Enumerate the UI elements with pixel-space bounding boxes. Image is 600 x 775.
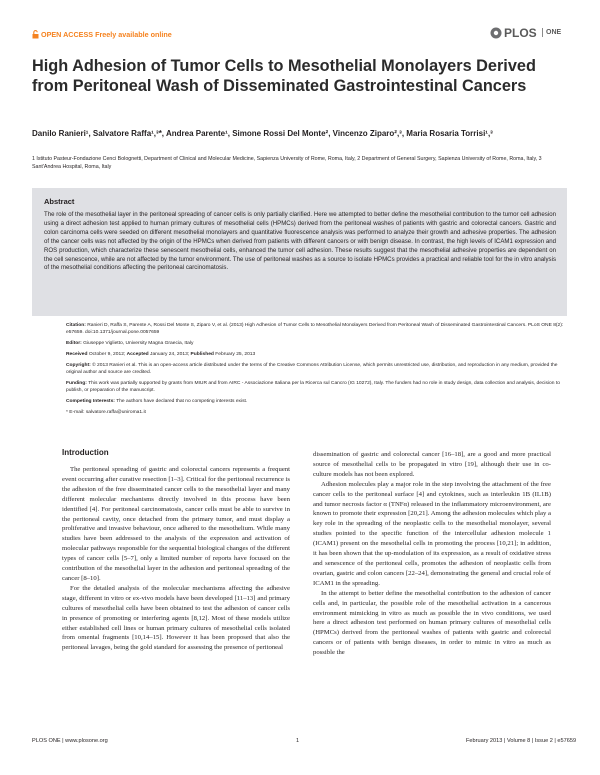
- citation-text: Ranieri D, Raffa S, Parente A, Rossi Del Monte S, Ziparo V, et al. (2013) High Adhesion of Tumor Cells to Mesothelial Monolayers Derived from Peritoneal Wash of Disseminated Gastrointestinal Cancers. PLoS ONE 8(2): e57659. doi:10.1371/journal.pone.0057659: [66, 323, 564, 335]
- abstract-heading: Abstract: [44, 197, 75, 206]
- competing-label: Competing Interests:: [66, 399, 115, 404]
- open-text: OPEN: [41, 30, 62, 39]
- page-number: 1: [296, 738, 300, 744]
- journal-brand-sub: ONE: [542, 28, 561, 37]
- footer-issue: February 2013 | Volume 8 | Issue 2 | e57659: [466, 738, 577, 744]
- article-title: High Adhesion of Tumor Cells to Mesothelial Monolayers Derived from Peritoneal Wash of Disseminated Gastrointestinal Cancers: [32, 57, 536, 95]
- editor-text: Giuseppe Viglietto, University Magna Graecia, Italy: [83, 341, 194, 346]
- citation-label: Citation:: [66, 323, 86, 328]
- dates: [66, 351, 568, 358]
- citation: [66, 322, 568, 336]
- funding-text: This work was partially supported by grants from MIUR and from AIRC - Associazione Italiana per la Ricerca sul Cancro (IG 10272), Italy. The funders had no role in study design, data collection and analysis, decision to publish, or preparation of the manuscript.: [66, 381, 560, 393]
- open-access-label: [32, 30, 172, 39]
- paragraph: dissemination of gastric and colorectal cancer [16–18], are a good and more practical source of mesothelial cells to be propagated in vitro [19], although their use in co-culture models has not been explored.: [313, 451, 551, 478]
- article-metadata: [66, 322, 568, 420]
- received-label: Received: [66, 352, 88, 357]
- author-list: Danilo Ranieri¹, Salvatore Raffa¹,³*, Andrea Parente¹, Simone Rossi Del Monte², Vincenzo Ziparo²,³, Maria Rosaria Torrisi¹,³: [32, 129, 493, 138]
- affiliations: 1 Istituto Pasteur-Fondazione Cenci Bolognetti, Department of Clinical and Molecular Medicine, Sapienza University of Rome, Roma, Italy, 2 Department of General Surgery, Sapienza University of Rome, Roma, Italy, 3 Sant'Andrea Hospital, Roma, Italy: [32, 156, 542, 171]
- abstract-box: [32, 188, 567, 316]
- email: [66, 409, 568, 416]
- funding-label: Funding:: [66, 381, 87, 386]
- paragraph: In the attempt to better define the mesothelial contribution to the adhesion of cancer cells and, in particular, the possible role of the mesothelial activation in a cancerous environment mimicking in vitro as much as possible the in vivo conditions, we used here a direct adhesion test performed on human primary cultures of mesothelial cells (HPMCs) derived from the peritoneal washes of patients with gastric and colorectal cancers or of patients with benign diseases, in order to mimic in vitro as much as possible the: [313, 589, 551, 657]
- accepted-label: Accepted: [126, 352, 149, 357]
- published-label: Published: [190, 352, 214, 357]
- plos-logo-icon: [490, 27, 502, 39]
- introduction-heading: Introduction: [62, 448, 109, 457]
- copyright: [66, 362, 568, 376]
- footer-journal: PLOS ONE | www.plosone.org: [32, 738, 108, 744]
- journal-brand: PLOS: [504, 26, 537, 40]
- body-column-left: [62, 465, 290, 653]
- competing-text: The authors have declared that no competing interests exist.: [116, 399, 248, 404]
- funding: [66, 380, 568, 394]
- copyright-label: Copyright:: [66, 363, 91, 368]
- copyright-text: © 2013 Ranieri et al. This is an open-access article distributed under the terms of the Creative Commons Attribution License, which permits unrestricted use, distribution, and reproduction in any medium, provided the original author and source are credited.: [66, 363, 558, 375]
- journal-logo: [490, 26, 570, 40]
- paragraph: The peritoneal spreading of gastric and colorectal cancers represents a frequent event occurring after curative resection [1–3]. Critical for the peritoneal recurrence is the adhesion of the free disseminated cancer cells to the mesothelial layer and many different molecular mechanisms directly involved in this process have been identified [4]. For peritoneal carcinomatosis, cancer cells must be able to survive in the peritoneal cavity, once detached from the primary tumor, and must display a proliferative and invasive behaviour, once adhered to the mesothelium. While many studies have been addressed to the analysis of the expression and activation of molecular pathways responsible for the sequential biological changes of the different types of cancer cells [5–7], only a limited number of reports have focused on the contribution of the mesothelial layer in the adhesion and peritoneal spreading of the cancer [8–10].: [62, 466, 291, 582]
- open-lock-icon: [32, 30, 39, 39]
- accepted-date: January 24, 2013;: [150, 352, 190, 357]
- paragraph: For the detailed analysis of the molecular mechanisms affecting the adhesive stage, different in vitro or ex-vivo models have been developed [11–13] and primary cultures of mesothelial cells have been obtained to test the adhesion of cancer cells in presence of promoting or interfering agents [8,12]. Most of these models utilize either established cell lines or human primary cultures of mesothelial cells isolated from omental fragments [10,14–15]. However it has been proposed that also the peritoneal lavages, being the gold standard for assessing the presence of peritoneal: [62, 584, 290, 652]
- received-date: October 9, 2012;: [88, 352, 126, 357]
- access-text: ACCESS: [63, 30, 94, 39]
- editor-label: Editor:: [66, 341, 82, 346]
- editor: [66, 340, 568, 347]
- body-column-right: [313, 450, 551, 658]
- competing-interests: [66, 398, 568, 405]
- abstract-text: The role of the mesothelial layer in the peritoneal spreading of cancer cells is only partially clarified. Here we attempted to better define the mesothelial contribution to the tumor cell adhesion using a direct adhesion test applied to human primary cultures of mesothelial cells (HPMCs) derived from the peritoneal washes of patients with gastric and colorectal cancers. Gastric and colon carcinoma cells were seeded on different mesothelial monolayers and quantitative fluorescence analysis was performed to analyze their growth and adhesive properties. The adhesion of the cancer cells was not affected by the origin of the HPMCs when derived from patients with different cancers or with benign disease. In contrast, the high levels of ICAM1 expression and ROS production, which characterize these senescent mesothelial cells, enhanced the tumor cell adhesion. These results suggest that the mesothelial adhesive properties are dependent on the cell senescence, while are not affected by the tumor environment. The use of peritoneal washes as a source to isolate HPMCs provides a practical and reliable tool for the in vitro analysis of the mesothelial conditions affecting the peritoneal carcinomatosis.: [44, 211, 556, 272]
- paragraph: Adhesion molecules play a major role in the step involving the attachment of the free cancer cells to the peritoneal surface [4] and cytokines, such as interleukin 1B (IL1B) and tumor necrosis factor α (TNFα) released in the inflammatory microenvironment, are known to promote their expression [20,21]. Among the adhesion molecules which play a key role in the spreading of the neoplastic cells to the mesothelial monolayer, several studies pointed to the specific function of the intercellular adhesion molecule 1 (ICAM1) present on the mesothelial cells in promoting the process [10,21]; in addition, it has been shown that the up-modulation of its expression, as a result of oxidative stress and senescence of the peritoneal cells, promotes the adhesion of neoplastic cells from ovarian, gastric and colon cancers [22–24], demonstrating the general and crucial role of ICAM1 in the spreading.: [313, 480, 551, 587]
- freely-available-text: Freely available online: [95, 30, 172, 39]
- email-text: * E-mail: salvatore.raffa@uniroma1.it: [66, 410, 146, 415]
- published-date: February 25, 2013: [215, 352, 256, 357]
